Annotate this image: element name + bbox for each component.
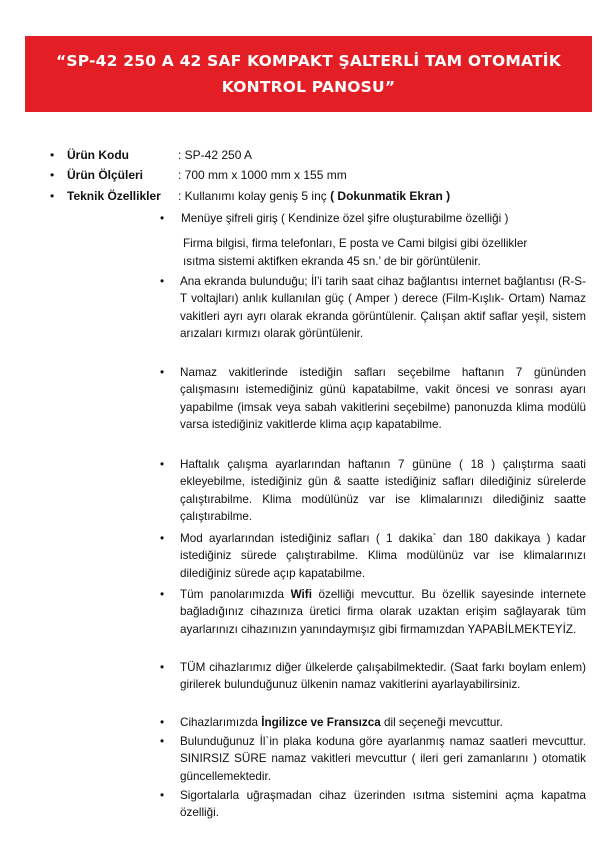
feature-text: Bulunduğunuz İl`in plaka koduna göre ayarlanmış namaz saatleri mevcuttur. SINIRSIZ SÜRE namaz vakitleri mevcuttur ( ileri geri zamanlarını ) otomatik güncellemektedir.: [180, 735, 586, 783]
feature-text: Ana ekranda bulunduğu; İl’i tarih saat cihaz bağlantısı internet bağlantısı (R-S-T voltajları) anlık kullanılan güç ( Amper ) derece (Film-Kışlık- Ortam) Namaz vakitleri ayrı ayrı olarak ekranda görüntülenir. Çalışan aktif saflar yeşil, sistem arızaları kırmızı olarak görüntülenir.: [180, 275, 586, 340]
bullet-icon: •: [160, 366, 165, 379]
spec-value: : Kullanımı kolay geniş 5 inç ( Dokunmatik Ekran ): [178, 189, 451, 203]
feature-text: Namaz vakitlerinde istediğin safları seçebilme haftanın 7 gününden çalışmasını istemediğiniz günü kapatabilme, vakit öncesi ve sonrası ayarı yapabilme (imsak veya sabah vakitlerini seçebilme) panonuzda klima modülü varsa istediğiniz vakitlerde klima açıp kapatabilme.: [180, 366, 586, 431]
feature-text: Tüm panolarımızda Wifi özelliği mevcuttur. Bu özellik sayesinde internete bağladığınız cihazınıza üretici firma olarak uzaktan erişim sağlayarak tüm ayarlarınızı cihazınızın yanındaymışız gibi firmamızdan YAPABİLMEKTEYİZ.: [180, 588, 587, 636]
bullet-icon: •: [50, 189, 55, 203]
bullet-icon: •: [160, 212, 165, 225]
bullet-icon: •: [50, 168, 55, 182]
feature-text: Mod ayarlarından istediğiniz safları ( 1 dakika` dan 180 dakikaya ) kadar istediğiniz sürede çalıştırabilme. Klima modülünüz var ise klimalarınızı dilediğiniz sürede açıp kapatabilme.: [180, 532, 586, 580]
feature-text: Cihazlarımızda İngilizce ve Fransızca dil seçeneği mevcuttur.: [180, 716, 503, 729]
bullet-icon: •: [160, 789, 165, 802]
spec-value: : 700 mm x 1000 mm x 155 mm: [178, 168, 347, 182]
title-banner: [25, 36, 592, 112]
feature-subtext: Firma bilgisi, firma telefonları, E posta ve Cami bilgisi gibi özellikler: [183, 237, 528, 250]
feature-text: Menüye şifreli giriş ( Kendinize özel şifre oluşturabilme özelliği ): [181, 212, 509, 225]
feature-text: TÜM cihazlarımız diğer ülkelerde çalışabilmektedir. (Saat farkı boylam enlem) girilerek bulunduğunuz ülkenin namaz vakitlerini ayarlayabilirsiniz.: [180, 661, 586, 692]
bullet-icon: •: [160, 716, 165, 729]
feature-text: Haftalık çalışma ayarlarından haftanın 7 gününe ( 18 ) çalıştırma saati ekleyebilme, istediğiniz gün & saatte istediğiniz safları dilediğiniz sürelerde çalıştırabilme. Klima modülünüz var ise klimalarınızı dilediğiniz saatte çalıştırabilme.: [180, 458, 586, 523]
bullet-icon: •: [160, 588, 165, 601]
feature-text: Sigortalarla uğraşmadan cihaz üzerinden ısıtma sistemini açma kapatma özelliği.: [180, 789, 586, 820]
bullet-icon: •: [160, 661, 165, 674]
title-line-1: “SP-42 250 A 42 SAF KOMPAKT ŞALTERLİ TAM OTOMATİK: [55, 52, 561, 70]
feature-subtext: ısıtma sistemi aktifken ekranda 45 sn.’ de bir görüntülenir.: [183, 255, 481, 268]
bullet-icon: •: [160, 735, 165, 748]
spec-label: Ürün Kodu: [67, 148, 129, 162]
title-line-2: KONTROL PANOSU”: [221, 78, 396, 96]
bullet-icon: •: [160, 275, 165, 288]
bullet-icon: •: [50, 148, 55, 162]
spec-label: Teknik Özellikler: [67, 189, 161, 203]
spec-value: : SP-42 250 A: [178, 148, 253, 162]
bullet-icon: •: [160, 532, 165, 545]
bullet-icon: •: [160, 458, 165, 471]
spec-label: Ürün Ölçüleri: [67, 168, 144, 182]
